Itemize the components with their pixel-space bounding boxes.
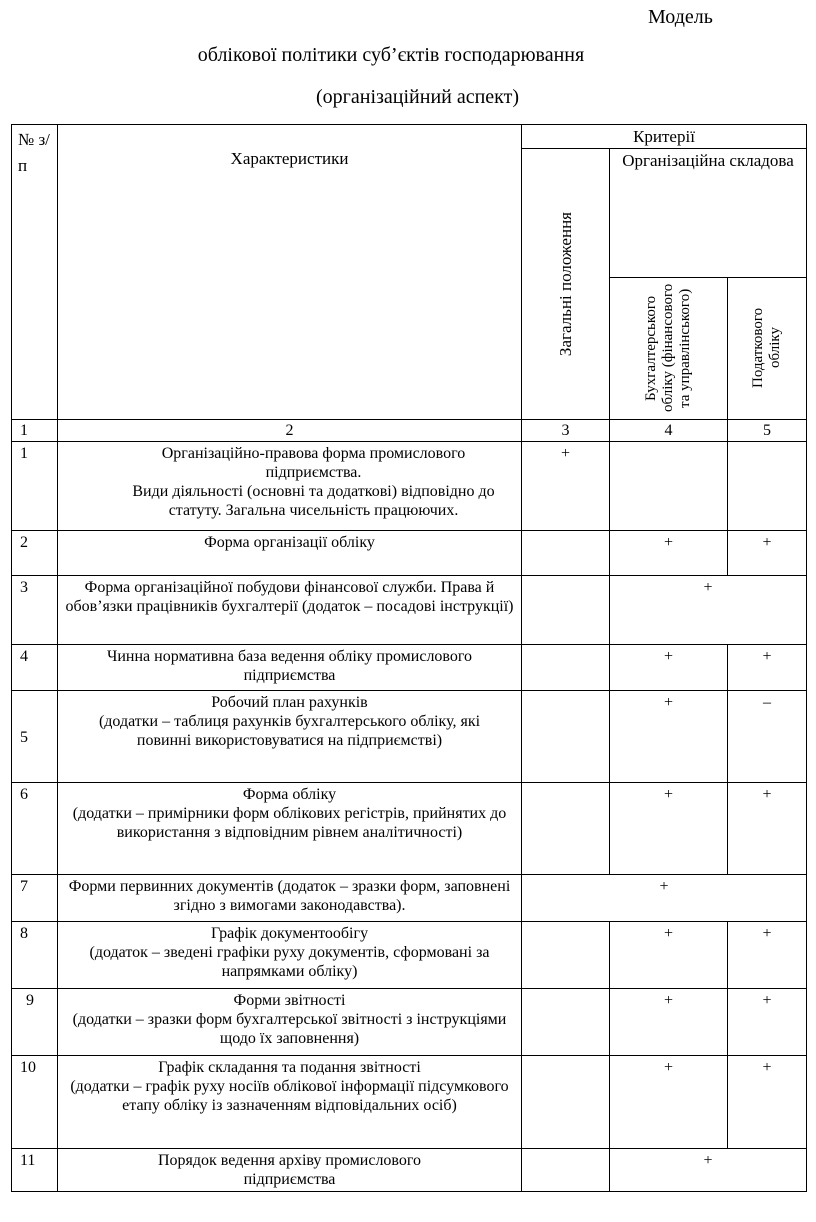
mark-general	[522, 645, 610, 691]
row-number: 5	[12, 691, 58, 783]
mark-accounting: +	[610, 691, 728, 783]
header-accounting: Бухгалтерського обліку (фінансового та управлінського)	[610, 278, 728, 420]
mark-accounting: +	[610, 1056, 728, 1149]
mark-accounting: +	[610, 531, 728, 576]
mark-tax: +	[728, 1056, 807, 1149]
table-row	[12, 922, 807, 989]
row-text: Форма організаційної побудови фінансової служби. Права й обов’язки працівників бухгалтерії (додаток – посадові інструкції)	[58, 576, 522, 645]
row-number: 7	[12, 875, 58, 922]
mark-tax: –	[728, 691, 807, 783]
title-line-2: облікової політики суб’єктів господарювання	[197, 44, 585, 66]
mark-general	[522, 1149, 610, 1192]
header-general: Загальні положення	[522, 149, 610, 420]
mark-accounting: +	[610, 989, 728, 1056]
mark-general	[522, 531, 610, 576]
col-number: 5	[728, 420, 807, 442]
row-text: Робочий план рахунків (додатки – таблиця рахунків бухгалтерського обліку, які повинні використовуватися на підприємстві)	[58, 691, 522, 783]
mark-accounting: +	[610, 783, 728, 875]
header-characteristics: Характеристики	[58, 125, 522, 420]
row-number: 1	[12, 442, 58, 531]
mark-tax: +	[728, 783, 807, 875]
mark-general	[522, 783, 610, 875]
header-num: № з/п	[12, 125, 58, 420]
row-number: 4	[12, 645, 58, 691]
row-text: Форми звітності (додатки – зразки форм бухгалтерської звітності з інструкціями щодо їх заповнення)	[58, 989, 522, 1056]
column-numbers-row	[12, 420, 807, 442]
row-text: Організаційно-правова форма промислового підприємства. Види діяльності (основні та додаткові) відповідно до статуту. Загальна чисельність працюючих.	[58, 442, 522, 531]
col-number: 4	[610, 420, 728, 442]
table-row	[12, 989, 807, 1056]
mark-accounting	[610, 442, 728, 531]
table-row	[12, 783, 807, 875]
mark-tax	[728, 442, 807, 531]
mark-accounting: +	[610, 645, 728, 691]
mark-general	[522, 922, 610, 989]
col-number: 1	[12, 420, 58, 442]
mark-general	[522, 691, 610, 783]
row-text: Форми первинних документів (додаток – зразки форм, заповнені згідно з вимогами законодавства).	[58, 875, 522, 922]
table-row	[12, 442, 807, 531]
table-row	[12, 691, 807, 783]
mark-general	[522, 989, 610, 1056]
mark-tax: +	[728, 645, 807, 691]
mark-organizational: +	[610, 1149, 807, 1192]
accounting-policy-table	[11, 124, 807, 1192]
row-number: 11	[12, 1149, 58, 1192]
table-row	[12, 1056, 807, 1149]
mark-general	[522, 576, 610, 645]
mark-tax: +	[728, 531, 807, 576]
mark-general	[522, 1056, 610, 1149]
row-number: 2	[12, 531, 58, 576]
row-number: 6	[12, 783, 58, 875]
mark-all-criteria: +	[522, 875, 807, 922]
mark-tax: +	[728, 989, 807, 1056]
table-row	[12, 1149, 807, 1192]
row-text: Чинна нормативна база ведення обліку промислового підприємства	[58, 645, 522, 691]
row-text: Графік складання та подання звітності (додатки – графік руху носіїв облікової інформації підсумкового етапу обліку із зазначенням відповідальних осіб)	[58, 1056, 522, 1149]
table-row	[12, 875, 807, 922]
row-number: 3	[12, 576, 58, 645]
row-number: 10	[12, 1056, 58, 1149]
row-text: Графік документообігу (додаток – зведені графіки руху документів, сформовані за напрямками обліку)	[58, 922, 522, 989]
col-number: 3	[522, 420, 610, 442]
mark-tax: +	[728, 922, 807, 989]
title-line-3: (організаційний аспект)	[316, 86, 520, 108]
row-number: 8	[12, 922, 58, 989]
header-criteria: Критерії	[522, 125, 807, 149]
row-text: Форма організації обліку	[58, 531, 522, 576]
row-number: 9	[12, 989, 58, 1056]
header-tax: Податкового обліку	[728, 278, 807, 420]
mark-organizational: +	[610, 576, 807, 645]
table-row	[12, 576, 807, 645]
mark-general: +	[522, 442, 610, 531]
title-line-1: Модель	[648, 6, 713, 28]
table-row	[12, 645, 807, 691]
mark-accounting: +	[610, 922, 728, 989]
col-number: 2	[58, 420, 522, 442]
table-row	[12, 531, 807, 576]
header-org-component: Організаційна складова	[610, 149, 807, 278]
row-text: Порядок ведення архіву промислового підприємства	[58, 1149, 522, 1192]
row-text: Форма обліку (додатки – примірники форм облікових регістрів, прийнятих до використання з відповідним рівнем аналітичності)	[58, 783, 522, 875]
